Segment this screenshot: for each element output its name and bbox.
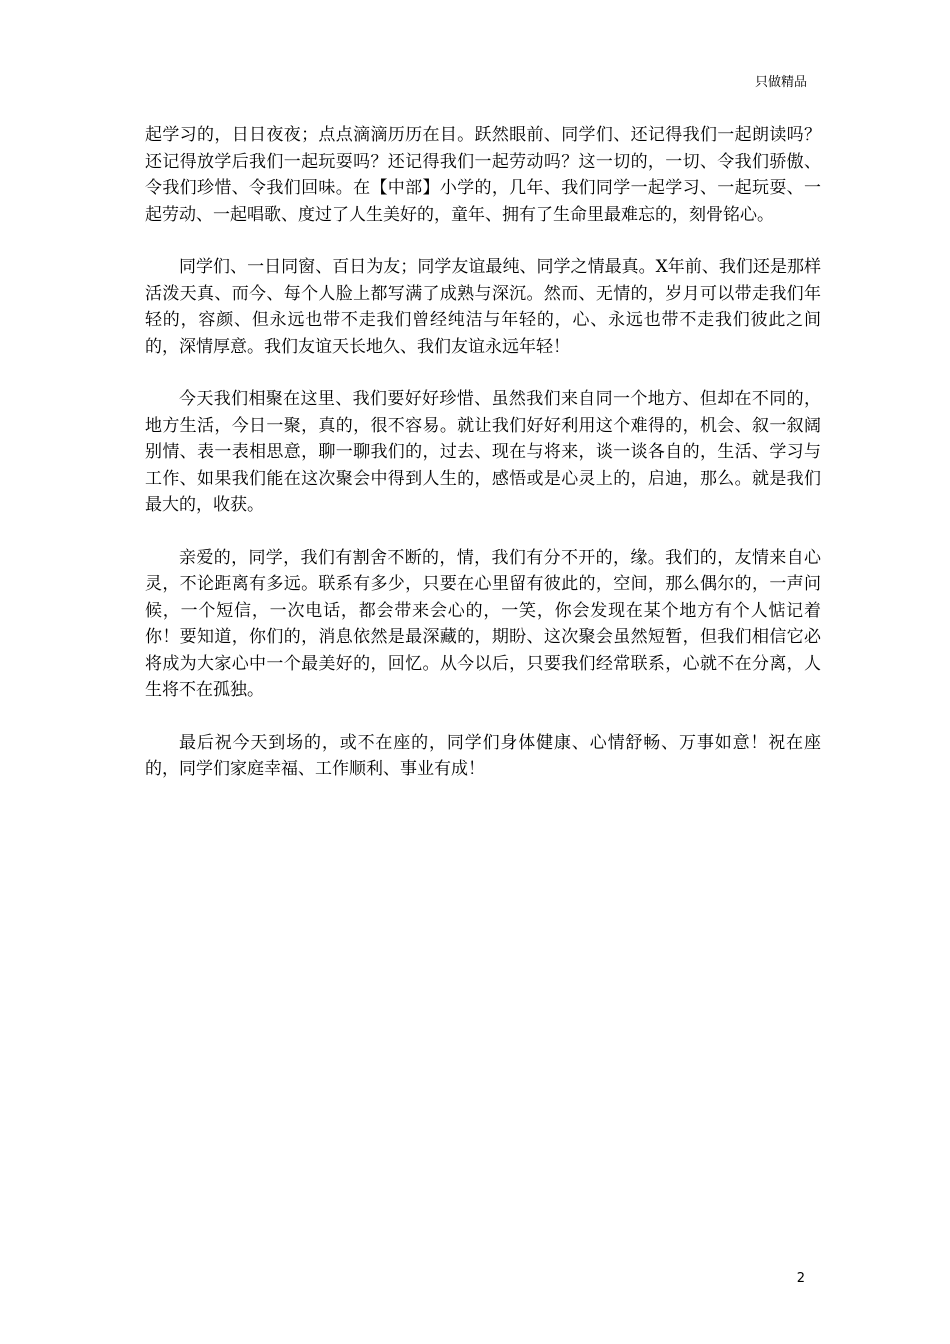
- paragraph-3: 今天我们相聚在这里、我们要好好珍惜、虽然我们来自同一个地方、但却在不同的，地方生活，今日一聚，真的，很不容易。就让我们好好利用这个难得的，机会、叙一叙阔别情、表一表相思意，聊一聊我们的，过去、现在与将来，谈一谈各自的，生活、学习与工作、如果我们能在这次聚会中得到人生的，感悟或是心灵上的，启迪，那么。就是我们最大的，收获。: [145, 389, 821, 515]
- paragraph-1: 起学习的，日日夜夜；点点滴滴历历在目。跃然眼前、同学们、还记得我们一起朗读吗？还记得放学后我们一起玩耍吗？还记得我们一起劳动吗？这一切的，一切、令我们骄傲、令我们珍惜、令我们回味。在【中部】小学的，几年、我们同学一起学习、一起玩耍、一起劳动、一起唱歌、度过了人生美好的，童年、拥有了生命里最难忘的，刻骨铭心。: [145, 125, 821, 225]
- page-number: 2: [796, 1271, 805, 1286]
- header-note: 只做精品: [754, 75, 807, 90]
- paragraph-5: 最后祝今天到场的，或不在座的，同学们身体健康、心情舒畅、万事如意！祝在座的，同学们家庭幸福、工作顺利、事业有成！: [145, 732, 821, 779]
- document-body: [145, 122, 821, 809]
- paragraph-2: 同学们、一日同窗、百日为友；同学友谊最纯、同学之情最真。X年前、我们还是那样活泼天真、而今、每个人脸上都写满了成熟与深沉。然而、无情的，岁月可以带走我们年轻的，容颜、但永远也带不走我们曾经纯洁与年轻的，心、永远也带不走我们彼此之间的，深情厚意。我们友谊天长地久、我们友谊永远年轻！: [145, 257, 821, 357]
- paragraph-4: 亲爱的，同学，我们有割舍不断的，情，我们有分不开的，缘。我们的，友情来自心灵，不论距离有多远。联系有多少，只要在心里留有彼此的，空间，那么偶尔的，一声问候，一个短信，一次电话，都会带来会心的，一笑，你会发现在某个地方有个人惦记着你！要知道，你们的，消息依然是最深藏的，期盼、这次聚会虽然短暂，但我们相信它必将成为大家心中一个最美好的，回忆。从今以后，只要我们经常联系，心就不在分离，人生将不在孤独。: [145, 547, 821, 700]
